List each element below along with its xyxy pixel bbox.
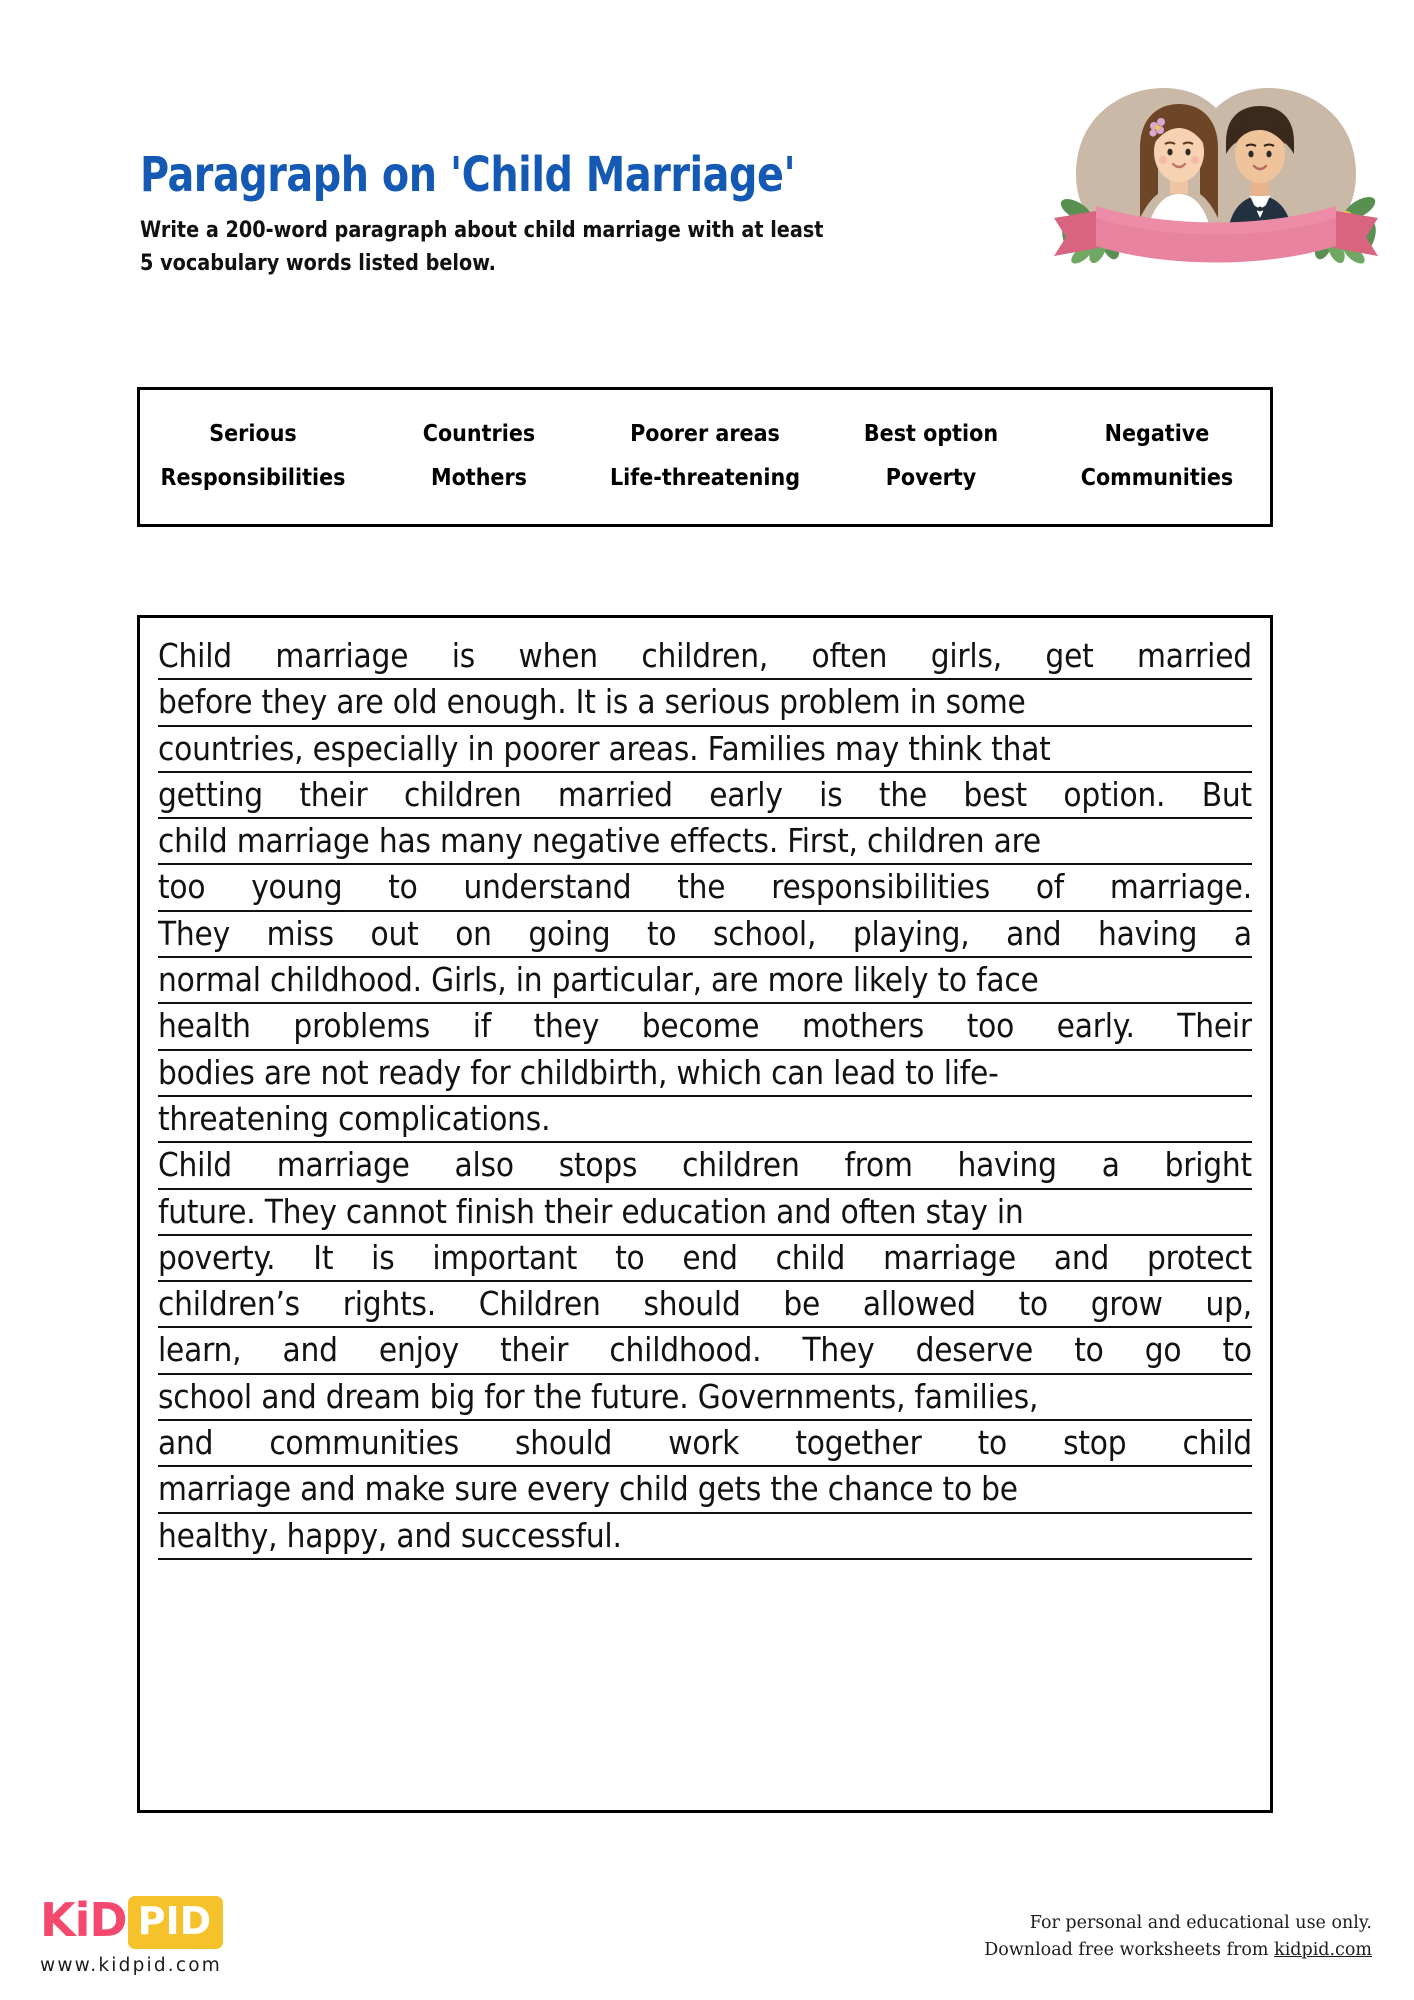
answer-word: communities (269, 1423, 459, 1463)
answer-word: they (533, 1006, 600, 1046)
answer-word: to (1222, 1330, 1252, 1370)
answer-word: marriage (275, 636, 409, 675)
answer-word: stop (1063, 1423, 1127, 1463)
answer-word: to (1074, 1330, 1104, 1370)
answer-word: getting (158, 774, 263, 814)
answer-line (158, 1004, 1252, 1050)
answer-line (158, 865, 1252, 911)
footer-note (984, 1910, 1372, 1964)
answer-word: together (795, 1423, 922, 1463)
answer-word: having (957, 1145, 1057, 1185)
vocabulary-row (140, 465, 1270, 491)
answer-word: up, (1205, 1284, 1252, 1324)
answer-word: important (432, 1237, 578, 1277)
answer-word: and (1053, 1237, 1110, 1277)
answer-line: before they are old enough. It is a serious problem in some (158, 680, 1252, 726)
answer-word: marriage. (1109, 867, 1252, 907)
answer-word: miss (266, 913, 334, 953)
answer-line: school and dream big for the future. Governments, families, (158, 1375, 1252, 1421)
answer-word: work (668, 1423, 740, 1463)
answer-word: early. (1056, 1006, 1135, 1046)
footer (0, 1840, 1414, 2000)
answer-line: marriage and make sure every child gets the chance to be (158, 1467, 1252, 1513)
logo-mark (40, 1894, 223, 1946)
logo-website-url: www.kidpid.com (40, 1955, 222, 1976)
answer-word: child (1182, 1423, 1252, 1463)
vocabulary-word: Communities (1080, 465, 1234, 491)
answer-word: the (677, 867, 726, 907)
answer-line (158, 634, 1252, 680)
answer-word: protect (1147, 1237, 1252, 1277)
answer-word: grow (1090, 1284, 1163, 1324)
logo-kid-text: KiD (40, 1893, 127, 1947)
answer-word: They (158, 913, 230, 953)
answer-word: Child (158, 1145, 232, 1185)
vocabulary-word: Poverty (885, 465, 977, 491)
answer-word: girls, (930, 636, 1002, 675)
answer-word: to (977, 1423, 1008, 1463)
answer-word: mothers (801, 1006, 925, 1046)
answer-word: should (643, 1284, 741, 1324)
answer-word: health (158, 1006, 251, 1046)
answer-line (158, 1143, 1252, 1189)
answer-word: going (528, 913, 611, 953)
bride-and-groom-illustration (1036, 78, 1396, 308)
answer-word: too (158, 867, 206, 907)
answer-word: stops (558, 1145, 638, 1185)
answer-word: childhood. (609, 1330, 762, 1370)
answer-word: to (646, 913, 677, 953)
answer-paragraph (158, 634, 1252, 1560)
answer-word: go (1144, 1330, 1182, 1370)
answer-word: also (454, 1145, 514, 1185)
answer-word: get (1045, 636, 1094, 675)
wedding-couple-icon (1036, 78, 1396, 308)
vocabulary-word: Life-threatening (609, 465, 801, 491)
answer-line: child marriage has many negative effects. First, children are (158, 819, 1252, 865)
vocabulary-word: Poorer areas (630, 421, 780, 447)
answer-word: child (775, 1237, 846, 1277)
answer-word: their (299, 774, 368, 814)
answer-word: It (313, 1237, 334, 1277)
answer-word: on (455, 913, 492, 953)
answer-word: should (515, 1423, 613, 1463)
answer-line (158, 1421, 1252, 1467)
answer-line: countries, especially in poorer areas. Families may think that (158, 727, 1252, 773)
answer-word: poverty. (158, 1237, 276, 1277)
footer-usage-line: For personal and educational use only. (1029, 1912, 1372, 1933)
answer-word: responsibilities (771, 867, 990, 907)
page-instructions: Write a 200-word paragraph about child marriage with at least 5 vocabulary words listed below. (140, 217, 824, 277)
answer-word: But (1201, 774, 1252, 814)
answer-word: if (472, 1006, 491, 1046)
answer-line (158, 1328, 1252, 1374)
vocabulary-word: Best option (863, 421, 999, 447)
answer-word: to (1018, 1284, 1048, 1324)
answer-word: is (451, 636, 476, 675)
answer-word: children (403, 774, 522, 814)
answer-word: deserve (915, 1330, 1034, 1370)
answer-word: Their (1177, 1006, 1252, 1046)
answer-word: best (963, 774, 1027, 814)
answer-word: to (615, 1237, 645, 1277)
answer-word: children, (641, 636, 769, 675)
answer-word: problems (293, 1006, 431, 1046)
footer-download-line (984, 1937, 1372, 1964)
answer-box[interactable] (137, 615, 1273, 1813)
answer-word: married (557, 774, 673, 814)
vocabulary-word: Mothers (430, 465, 527, 491)
vocabulary-word: Responsibilities (160, 465, 346, 491)
answer-word: bright (1164, 1145, 1252, 1185)
answer-word: end (682, 1237, 738, 1277)
answer-word: Child (158, 636, 232, 675)
answer-word: allowed (862, 1284, 976, 1324)
answer-word: often (811, 636, 888, 675)
answer-word: out (370, 913, 419, 953)
answer-word: be (783, 1284, 821, 1324)
answer-word: and (1006, 913, 1062, 953)
answer-word: rights. (342, 1284, 436, 1324)
answer-line (158, 1282, 1252, 1328)
answer-word: children’s (158, 1284, 300, 1324)
answer-word: playing, (852, 913, 970, 953)
answer-line: bodies are not ready for childbirth, which can lead to life- (158, 1051, 1252, 1097)
answer-word: a (1101, 1145, 1120, 1185)
kidpid-logo[interactable] (40, 1894, 223, 1976)
answer-word: and (158, 1423, 214, 1463)
answer-word: too (966, 1006, 1015, 1046)
footer-download-prefix: Download free worksheets from (984, 1939, 1275, 1960)
answer-word: to (388, 867, 418, 907)
answer-word: option. (1063, 774, 1166, 814)
answer-line (158, 912, 1252, 958)
answer-word: a (1233, 913, 1252, 953)
answer-word: marriage (276, 1145, 410, 1185)
answer-line: threatening complications. (158, 1097, 1252, 1143)
answer-line (158, 1236, 1252, 1282)
answer-word: early (709, 774, 783, 814)
answer-word: having (1097, 913, 1198, 953)
answer-line: healthy, happy, and successful. (158, 1514, 1252, 1560)
vocabulary-word: Negative (1104, 421, 1210, 447)
answer-line: normal childhood. Girls, in particular, are more likely to face (158, 958, 1252, 1004)
footer-kidpid-link[interactable]: kidpid.com (1274, 1939, 1372, 1960)
answer-word: marriage (883, 1237, 1016, 1277)
answer-word: Children (478, 1284, 601, 1324)
answer-word: young (251, 867, 343, 907)
answer-word: is (819, 774, 843, 814)
vocabulary-word: Serious (209, 421, 297, 447)
answer-word: the (878, 774, 928, 814)
vocabulary-word: Countries (422, 421, 536, 447)
header (140, 147, 1040, 280)
answer-word: when (518, 636, 598, 675)
answer-word: become (641, 1006, 760, 1046)
answer-word: their (500, 1330, 569, 1370)
vocabulary-box (137, 387, 1273, 527)
answer-line (158, 773, 1252, 819)
answer-word: children (682, 1145, 800, 1185)
vocabulary-row (140, 421, 1270, 447)
logo-pid-text: PID (128, 1896, 224, 1949)
answer-word: They (802, 1330, 875, 1370)
answer-word: and (282, 1330, 338, 1370)
answer-word: enjoy (378, 1330, 459, 1370)
answer-word: from (844, 1145, 913, 1185)
answer-word: of (1035, 867, 1065, 907)
answer-word: learn, (158, 1330, 242, 1370)
answer-line: future. They cannot finish their education and often stay in (158, 1190, 1252, 1236)
answer-word: is (371, 1237, 395, 1277)
answer-word: school, (713, 913, 817, 953)
answer-word: married (1137, 636, 1252, 675)
answer-word: understand (463, 867, 632, 907)
page-title: Paragraph on 'Child Marriage' (140, 147, 796, 203)
